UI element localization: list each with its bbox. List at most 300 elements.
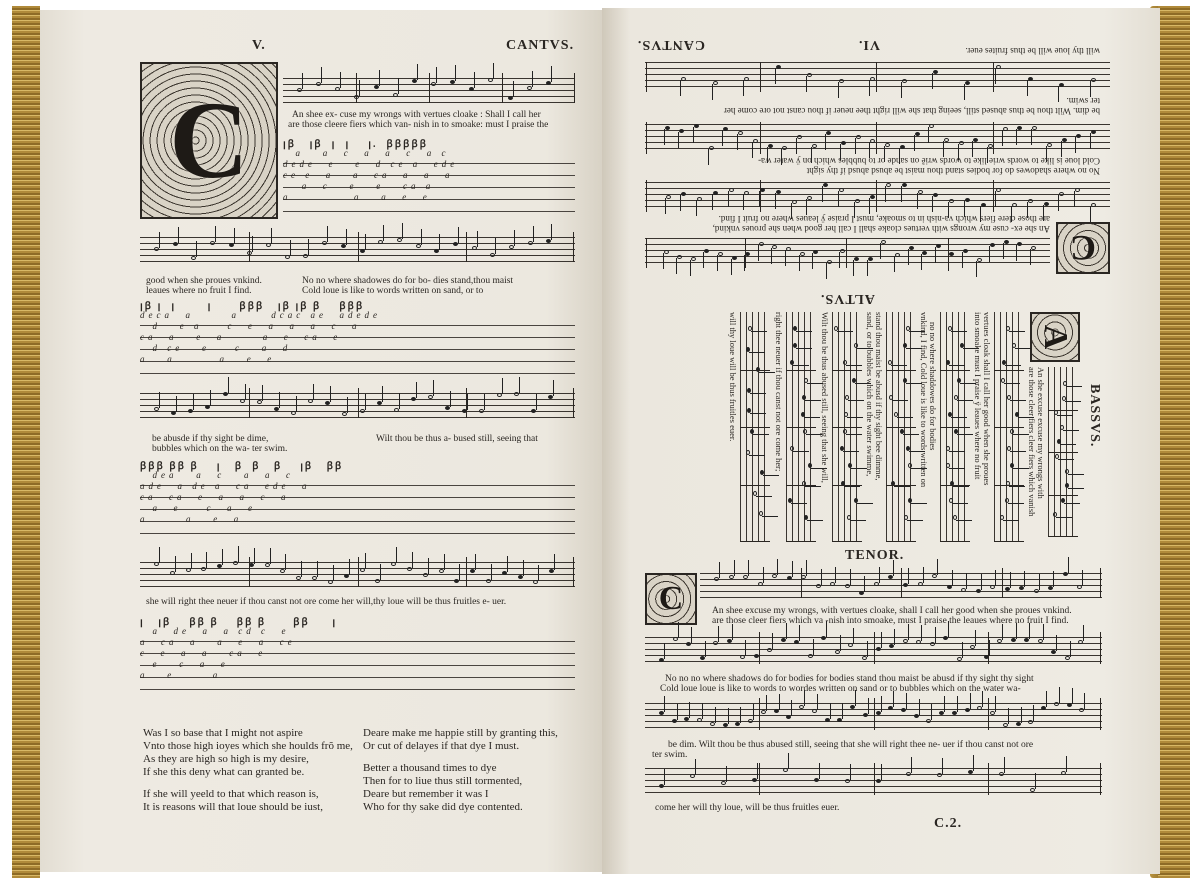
note-stem	[796, 348, 812, 349]
note-stem	[439, 234, 440, 250]
tablature-rhythm-flags: ꞁꞵ ꞁꞵ ꞁ ꞁ ꞁ. ꞵꞵꞵꞵꞵ	[283, 139, 429, 150]
note-head	[1010, 463, 1014, 468]
note-stem	[458, 227, 459, 243]
note-head	[874, 582, 879, 586]
note-stem	[1083, 625, 1084, 641]
note-head	[957, 378, 961, 383]
note-head	[154, 247, 159, 251]
note-head	[808, 196, 813, 200]
note-stem	[1017, 129, 1018, 145]
bar-line	[249, 557, 250, 587]
note-stem	[678, 132, 679, 148]
note-stem	[676, 258, 677, 274]
note-stem	[327, 226, 328, 242]
bar-line	[740, 485, 770, 486]
note-head	[990, 243, 995, 247]
note-head	[746, 450, 750, 455]
note-stem	[848, 400, 864, 401]
note-stem	[1009, 331, 1025, 332]
bar-line	[874, 763, 875, 795]
note-head	[1012, 203, 1017, 207]
note-head	[997, 639, 1002, 643]
note-head	[360, 568, 365, 572]
note-head	[713, 81, 718, 85]
tablature-course: a a c a a c a c	[283, 148, 450, 158]
note-stem	[952, 570, 953, 586]
note-stem	[951, 331, 967, 332]
note-head	[514, 392, 519, 396]
note-stem	[812, 253, 813, 269]
note-stem	[349, 559, 350, 575]
bassus-rotated-block	[660, 312, 1102, 542]
tablature-course: a c e e ca a	[283, 181, 435, 191]
note-head	[758, 582, 763, 586]
note-head	[968, 770, 973, 774]
note-stem	[379, 70, 380, 86]
note-stem	[159, 547, 160, 563]
note-stem	[749, 352, 765, 353]
note-head	[816, 584, 821, 588]
note-stem	[880, 243, 881, 259]
note-head	[738, 131, 743, 135]
note-stem	[228, 377, 229, 393]
note-stem	[536, 394, 537, 410]
note-stem	[943, 141, 944, 157]
tablature-course: a a a e e	[283, 192, 431, 202]
note-head	[659, 658, 664, 662]
note-stem	[792, 561, 793, 577]
tablature-rhythm-flags: ꞵꞵꞵ ꞵꞵ ꞵ ꞁ ꞵ ꞵ ꞵ ꞁꞵ ꞵꞵ	[140, 461, 344, 472]
note-head	[1061, 498, 1065, 503]
note-head	[794, 640, 799, 644]
note-head	[1010, 429, 1014, 434]
note-stem	[758, 245, 759, 261]
note-stem	[1063, 430, 1079, 431]
note-stem	[995, 696, 996, 712]
note-head	[834, 326, 838, 331]
note-head	[793, 326, 797, 331]
note-stem	[455, 65, 456, 81]
note-stem	[551, 66, 552, 82]
note-stem	[908, 568, 909, 584]
lyric-line: are those cleere fiers which van- nish in to smoake: must I praise the	[288, 120, 549, 130]
note-head	[855, 199, 860, 203]
note-head	[1055, 454, 1059, 459]
note-stem	[1008, 708, 1009, 724]
note-stem	[744, 194, 745, 210]
note-stem	[842, 703, 843, 719]
note-head	[959, 141, 964, 145]
bar-line	[832, 541, 862, 542]
note-head	[1060, 192, 1065, 196]
note-stem	[215, 226, 216, 242]
note-stem	[206, 552, 207, 568]
bar-line	[832, 427, 862, 428]
note-head	[760, 470, 764, 475]
note-head	[740, 655, 745, 659]
lyric-line: be dim. Wilt thou be thus abused still, seeing that she will right thee neuer if thou canst not ore come her	[723, 106, 1100, 116]
note-head	[747, 408, 751, 413]
note-stem	[703, 252, 704, 268]
poem-line: If she will yeeld to that which reason is,	[143, 788, 319, 800]
note-head	[303, 254, 308, 258]
note-head	[871, 139, 876, 143]
note-stem	[718, 626, 719, 642]
bar-line	[994, 485, 1024, 486]
note-head	[895, 253, 900, 257]
note-stem	[159, 392, 160, 408]
note-stem	[396, 547, 397, 563]
tablature-course	[140, 364, 575, 376]
note-head	[990, 711, 995, 715]
music-staff	[140, 232, 575, 262]
note-stem	[753, 704, 754, 720]
note-head	[930, 642, 935, 646]
note-head	[953, 515, 957, 520]
note-head	[274, 407, 279, 411]
note-head	[761, 710, 766, 714]
note-head	[186, 568, 191, 572]
note-head	[906, 326, 910, 331]
note-head	[729, 575, 734, 579]
poem-line: Who for thy sake did dye contented.	[363, 801, 523, 813]
note-head	[863, 713, 868, 717]
note-stem	[750, 413, 766, 414]
bar-line	[760, 122, 761, 154]
note-stem	[1070, 641, 1071, 657]
bar-line	[786, 370, 816, 371]
note-stem	[975, 630, 976, 646]
note-stem	[970, 693, 971, 709]
note-head	[497, 393, 502, 397]
note-stem	[1059, 687, 1060, 703]
note-stem	[957, 434, 973, 435]
note-stem	[752, 142, 753, 158]
note-stem	[840, 635, 841, 651]
poem-line: Better a thousand times to dye	[363, 762, 497, 774]
note-stem	[321, 67, 322, 83]
note-head	[888, 706, 893, 710]
note-stem	[1056, 635, 1057, 651]
note-head	[827, 260, 832, 264]
lyric-line: No no where shadowes do for bo- dies stand,thou maist	[302, 276, 514, 286]
note-stem	[1053, 571, 1054, 587]
note-head	[783, 768, 788, 772]
note-head	[673, 637, 678, 641]
note-stem	[850, 569, 851, 585]
note-head	[926, 719, 931, 723]
note-head	[946, 463, 950, 468]
note-head	[469, 87, 474, 91]
note-stem	[846, 434, 862, 435]
note-head	[946, 446, 950, 451]
note-head	[502, 571, 507, 575]
note-head	[431, 82, 436, 86]
note-stem	[785, 250, 786, 266]
page-number: VI.	[857, 37, 880, 52]
note-head	[837, 718, 842, 722]
note-stem	[330, 386, 331, 402]
note-stem	[779, 694, 780, 710]
note-stem	[1004, 383, 1020, 384]
bar-line	[948, 238, 949, 268]
note-stem	[695, 759, 696, 775]
tablature-course: e c a e	[140, 659, 229, 669]
note-head	[990, 585, 995, 589]
music-staff	[645, 180, 1110, 212]
note-head	[976, 589, 981, 593]
bar-line	[740, 370, 770, 371]
note-stem	[689, 702, 690, 718]
note-head	[1091, 130, 1096, 134]
lyric-line: Cold loue loue is like to words to wordes written on sand or to bubbles which on the water wa-	[660, 684, 1021, 694]
note-stem	[178, 227, 179, 243]
note-stem	[837, 331, 853, 332]
note-head	[240, 399, 245, 403]
note-stem	[749, 455, 765, 456]
note-stem	[981, 574, 982, 590]
note-head	[713, 191, 718, 195]
note-stem	[493, 63, 494, 79]
note-head	[665, 126, 670, 130]
note-stem	[897, 417, 913, 418]
note-stem	[1039, 574, 1040, 590]
music-staff	[994, 312, 1024, 542]
note-head	[486, 579, 491, 583]
tablature-course: a ca a a e a ce	[140, 637, 296, 647]
note-stem	[728, 708, 729, 724]
part-title-cantus: CANTVS.	[506, 38, 575, 53]
note-head	[772, 574, 777, 578]
note-head	[802, 395, 806, 400]
note-stem	[302, 73, 303, 89]
note-stem	[1072, 688, 1073, 704]
note-stem	[881, 632, 882, 648]
note-head	[1078, 640, 1083, 644]
note-stem	[1009, 486, 1025, 487]
note-stem	[855, 138, 856, 154]
note-stem	[1090, 81, 1091, 97]
note-head	[1019, 586, 1024, 590]
note-head	[1041, 706, 1046, 710]
note-head	[918, 582, 923, 586]
note-stem	[933, 196, 934, 212]
note-stem	[538, 565, 539, 581]
note-head	[729, 188, 734, 192]
note-stem	[1002, 624, 1003, 640]
note-stem	[933, 73, 934, 89]
initial-letter: C	[1070, 228, 1096, 268]
note-head	[377, 401, 382, 405]
note-head	[854, 343, 858, 348]
note-head	[672, 719, 677, 723]
book-edge-left	[12, 6, 40, 878]
note-head	[845, 779, 850, 783]
note-stem	[923, 567, 924, 583]
note-stem	[885, 186, 886, 202]
note-head	[963, 249, 968, 253]
note-stem	[1003, 520, 1019, 521]
note-head	[848, 463, 852, 468]
lyric-line: ter swim.	[652, 750, 688, 760]
note-head	[915, 133, 920, 137]
note-head	[850, 705, 855, 709]
note-stem	[757, 763, 758, 779]
note-stem	[340, 72, 341, 88]
note-stem	[745, 640, 746, 656]
bar-line	[573, 557, 574, 587]
note-head	[697, 718, 702, 722]
note-head	[949, 252, 954, 256]
note-head	[948, 412, 952, 417]
note-stem	[844, 486, 860, 487]
note-stem	[917, 193, 918, 209]
note-stem	[791, 700, 792, 716]
bar-line	[940, 427, 970, 428]
note-head	[746, 347, 750, 352]
note-stem	[708, 149, 709, 165]
note-head	[713, 641, 718, 645]
note-head	[1076, 134, 1081, 138]
note-stem	[191, 553, 192, 569]
note-head	[1007, 446, 1011, 451]
note-head	[328, 580, 333, 584]
note-head	[886, 183, 891, 187]
music-staff	[740, 312, 770, 542]
lyric-line: into smoake must I praise ÿ leaues where no fruit	[973, 312, 983, 480]
note-stem	[846, 365, 862, 366]
note-head	[723, 723, 728, 727]
poem-line: Deare make me happie still by granting this,	[363, 727, 558, 739]
note-stem	[532, 71, 533, 87]
note-stem	[1060, 444, 1076, 445]
note-head	[903, 639, 908, 643]
note-head	[752, 778, 757, 782]
note-head	[759, 511, 763, 516]
note-stem	[234, 228, 235, 244]
note-head	[782, 146, 787, 150]
note-head	[709, 146, 714, 150]
lyric-line: Cold loue is like to words written on sand, or to	[302, 286, 484, 296]
lyric-line: Wilt thou be thus abused still, seeing that she will,	[820, 312, 830, 483]
bar-line	[1048, 536, 1078, 537]
note-head	[691, 257, 696, 261]
note-stem	[1066, 386, 1082, 387]
note-head	[470, 569, 475, 573]
note-stem	[416, 382, 417, 398]
note-head	[801, 575, 806, 579]
note-head	[745, 77, 750, 81]
note-stem	[159, 232, 160, 248]
note-head	[154, 562, 159, 566]
note-stem	[867, 641, 868, 657]
note-head	[697, 197, 702, 201]
note-stem	[989, 246, 990, 262]
note-head	[694, 124, 699, 128]
initial-letter: A	[1037, 324, 1074, 350]
music-staff	[645, 62, 1110, 92]
note-stem	[238, 546, 239, 562]
note-stem	[976, 262, 977, 278]
note-stem	[995, 570, 996, 586]
note-head	[686, 642, 691, 646]
note-head	[546, 81, 551, 85]
music-staff	[140, 557, 575, 587]
note-head	[918, 190, 923, 194]
music-staff	[645, 238, 1050, 268]
note-head	[1006, 326, 1010, 331]
note-stem	[1046, 691, 1047, 707]
note-head	[792, 201, 797, 205]
part-title-cantus-inverted: CANTVS.	[636, 37, 705, 52]
bar-line	[877, 122, 878, 154]
note-stem	[467, 394, 468, 410]
bar-line	[801, 568, 802, 598]
note-stem	[417, 64, 418, 80]
note-head	[1053, 512, 1057, 517]
bar-line	[832, 370, 862, 371]
note-stem	[507, 556, 508, 572]
note-stem	[807, 199, 808, 215]
note-stem	[1056, 517, 1072, 518]
note-stem	[444, 554, 445, 570]
note-head	[721, 781, 726, 785]
note-head	[1038, 639, 1043, 643]
note-stem	[514, 230, 515, 246]
note-head	[800, 252, 805, 256]
note-stem	[678, 622, 679, 638]
bar-line	[994, 541, 1024, 542]
note-head	[727, 639, 732, 643]
note-stem	[763, 475, 779, 476]
tablature-course	[283, 202, 575, 214]
note-head	[297, 88, 302, 92]
note-head	[844, 412, 848, 417]
note-head	[776, 190, 781, 194]
note-stem	[843, 451, 859, 452]
tablature-course: ce e a a ca a a a	[283, 170, 454, 180]
note-head	[772, 245, 777, 249]
note-head	[843, 429, 847, 434]
note-head	[700, 656, 705, 660]
bar-line	[786, 541, 816, 542]
note-stem	[734, 560, 735, 576]
note-head	[684, 717, 689, 721]
bar-line	[466, 232, 467, 262]
note-head	[786, 247, 791, 251]
note-head	[416, 244, 421, 248]
note-head	[952, 711, 957, 715]
note-stem	[805, 400, 821, 401]
bar-line	[1100, 763, 1101, 795]
note-stem	[513, 81, 514, 97]
note-head	[1060, 83, 1065, 87]
note-head	[949, 199, 954, 203]
note-stem	[1015, 348, 1031, 349]
note-head	[939, 711, 944, 715]
note-stem	[825, 134, 826, 150]
note-stem	[850, 764, 851, 780]
bar-line	[877, 180, 878, 212]
note-stem	[867, 260, 868, 276]
bar-line	[886, 427, 916, 428]
note-head	[1007, 395, 1011, 400]
note-head	[934, 193, 939, 197]
note-stem	[719, 562, 720, 578]
part-title-bassus: BASSVS.	[1087, 384, 1102, 448]
note-head	[1018, 126, 1023, 130]
note-head	[710, 722, 715, 726]
